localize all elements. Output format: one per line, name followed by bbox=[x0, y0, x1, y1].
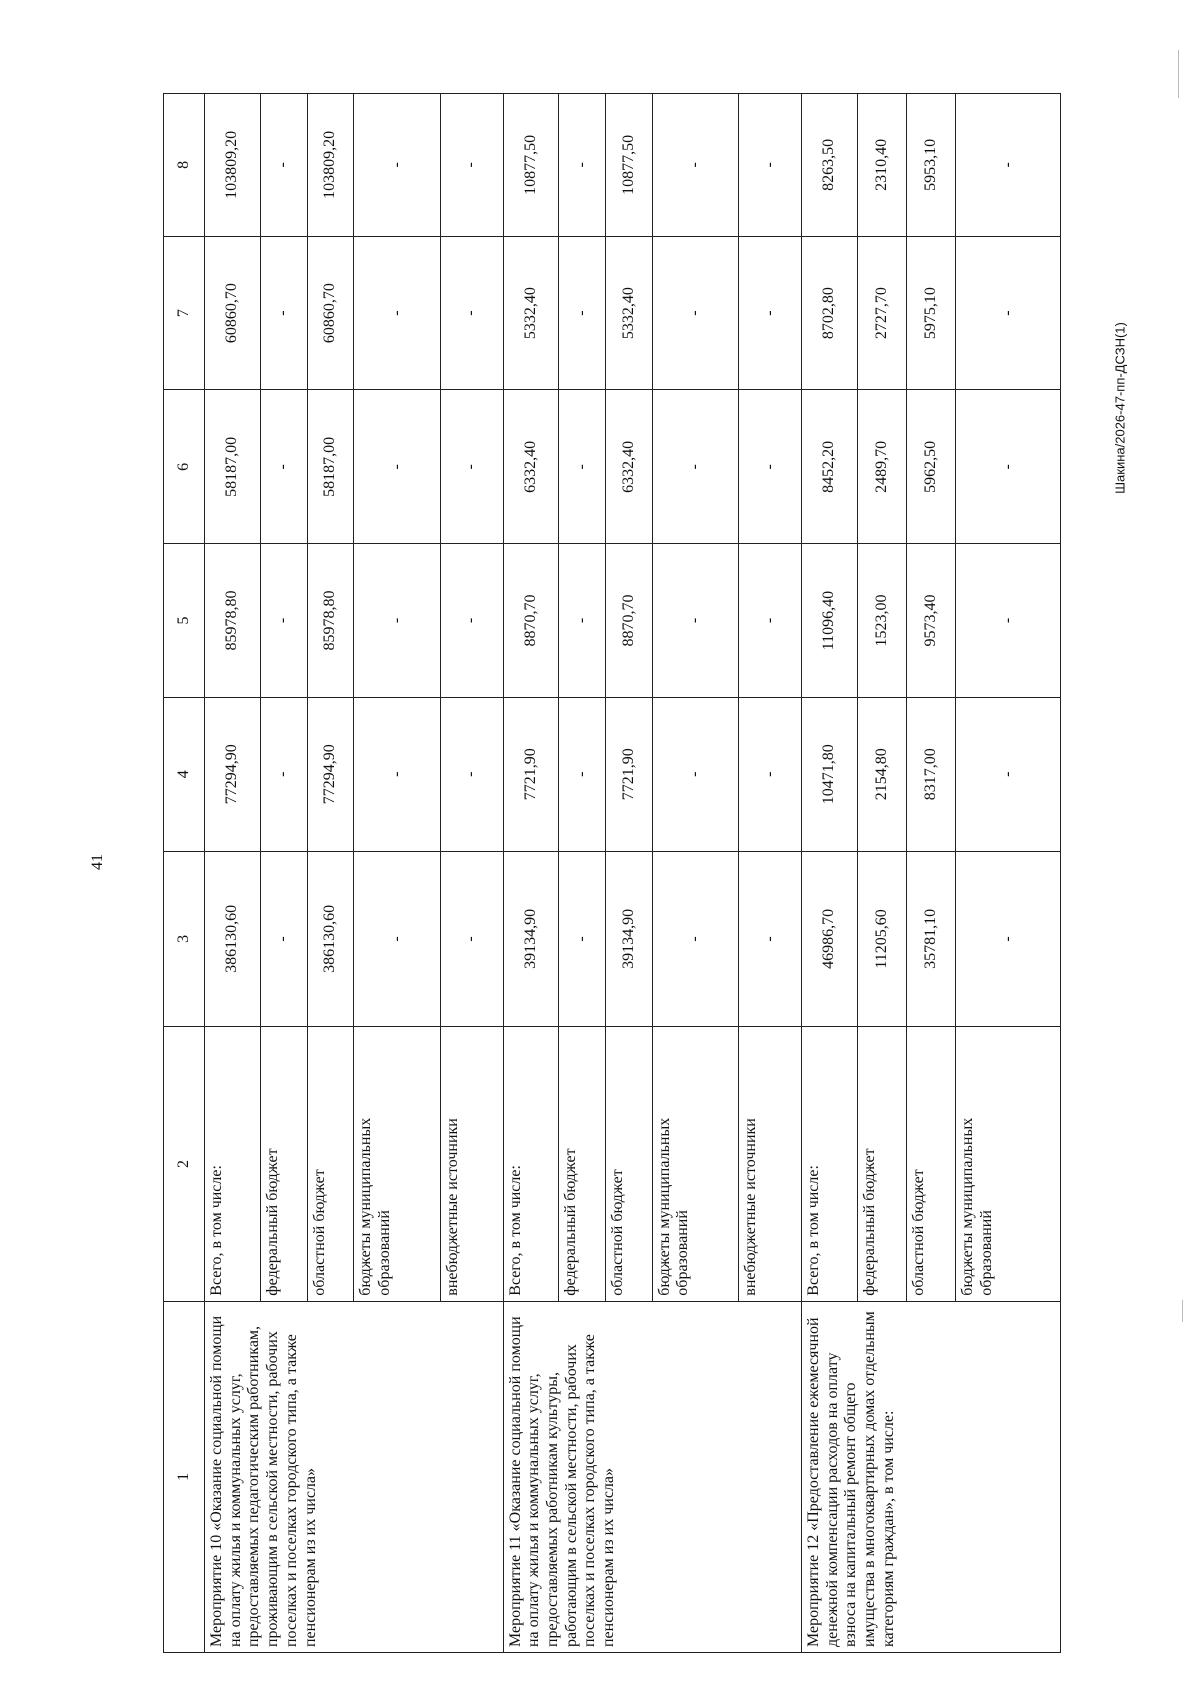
value-cell: - bbox=[354, 851, 440, 1027]
value-cell: - bbox=[260, 697, 307, 851]
value-cell: - bbox=[260, 544, 307, 698]
value-cell: - bbox=[354, 236, 440, 390]
table-row bbox=[503, 94, 559, 1653]
value-cell: 2727,70 bbox=[858, 236, 907, 390]
measure-name: Мероприятие 11 «Оказание социальной помощи на оплату жилья и коммунальных услуг, предоставляемых работникам культуры, работающим в сельской местности, рабочих поселках и поселках городского типа, а также пенсионерам из их числа» bbox=[503, 1301, 802, 1652]
value-cell: 58187,00 bbox=[205, 390, 261, 544]
value-cell: 9573,40 bbox=[906, 544, 955, 698]
value-cell: - bbox=[652, 544, 738, 698]
funding-source: областной бюджет bbox=[606, 1027, 653, 1301]
column-header: 8 bbox=[164, 94, 205, 237]
value-cell: - bbox=[955, 236, 1060, 390]
page-number: 41 bbox=[89, 854, 106, 870]
value-cell: 386130,60 bbox=[307, 851, 354, 1027]
value-cell: - bbox=[440, 94, 503, 237]
value-cell: 60860,70 bbox=[307, 236, 354, 390]
value-cell: - bbox=[739, 697, 802, 851]
value-cell: - bbox=[652, 697, 738, 851]
value-cell: 10877,50 bbox=[503, 94, 559, 237]
value-cell: 5332,40 bbox=[503, 236, 559, 390]
funding-source: федеральный бюджет bbox=[559, 1027, 606, 1301]
value-cell: 35781,10 bbox=[906, 851, 955, 1027]
value-cell: - bbox=[354, 390, 440, 544]
value-cell: 5332,40 bbox=[606, 236, 653, 390]
funding-source: федеральный бюджет bbox=[260, 1027, 307, 1301]
value-cell: - bbox=[955, 697, 1060, 851]
value-cell: 11205,60 bbox=[858, 851, 907, 1027]
value-cell: 2154,80 bbox=[858, 697, 907, 851]
value-cell: - bbox=[739, 544, 802, 698]
value-cell: 58187,00 bbox=[307, 390, 354, 544]
value-cell: 7721,90 bbox=[606, 697, 653, 851]
value-cell: 5953,10 bbox=[906, 94, 955, 237]
value-cell: 6332,40 bbox=[503, 390, 559, 544]
funding-source: бюджеты муниципальных образований bbox=[652, 1027, 738, 1301]
value-cell: - bbox=[354, 94, 440, 237]
table-header-row bbox=[164, 94, 205, 1653]
table-row bbox=[205, 94, 261, 1653]
value-cell: 2489,70 bbox=[858, 390, 907, 544]
value-cell: - bbox=[354, 697, 440, 851]
value-cell: 8870,70 bbox=[606, 544, 653, 698]
footer-code-text: Шакина/2026-47-пп-ДСЗН(1) bbox=[1112, 322, 1128, 494]
value-cell: - bbox=[652, 94, 738, 237]
value-cell: 5975,10 bbox=[906, 236, 955, 390]
value-cell: 8870,70 bbox=[503, 544, 559, 698]
value-cell: - bbox=[955, 851, 1060, 1027]
value-cell: 103809,20 bbox=[205, 94, 261, 237]
value-cell: 77294,90 bbox=[205, 697, 261, 851]
value-cell: 60860,70 bbox=[205, 236, 261, 390]
value-cell: 5962,50 bbox=[906, 390, 955, 544]
funding-source: Всего, в том числе: bbox=[802, 1027, 858, 1301]
value-cell: 8452,20 bbox=[802, 390, 858, 544]
value-cell: 10877,50 bbox=[606, 94, 653, 237]
value-cell: - bbox=[652, 851, 738, 1027]
footer-code bbox=[1110, 128, 1130, 688]
value-cell: 386130,60 bbox=[205, 851, 261, 1027]
funding-source: внебюджетные источники bbox=[739, 1027, 802, 1301]
funding-source: внебюджетные источники bbox=[440, 1027, 503, 1301]
table-row bbox=[802, 94, 858, 1653]
value-cell: - bbox=[739, 851, 802, 1027]
value-cell: 46986,70 bbox=[802, 851, 858, 1027]
value-cell: - bbox=[559, 697, 606, 851]
value-cell: - bbox=[440, 390, 503, 544]
funding-source: Всего, в том числе: bbox=[205, 1027, 261, 1301]
column-header: 3 bbox=[164, 851, 205, 1027]
value-cell: - bbox=[739, 390, 802, 544]
value-cell: - bbox=[260, 94, 307, 237]
value-cell: - bbox=[260, 851, 307, 1027]
scan-mark bbox=[1182, 1300, 1183, 1322]
value-cell: - bbox=[440, 544, 503, 698]
value-cell: 1523,00 bbox=[858, 544, 907, 698]
value-cell: 39134,90 bbox=[606, 851, 653, 1027]
measure-name: Мероприятие 10 «Оказание социальной помощи на оплату жилья и коммунальных услуг, предоставляемых педагогическим работникам, проживающим в сельской местности, рабочих поселках и поселках городского типа, а также пенсионерам из их числа» bbox=[205, 1301, 504, 1652]
column-header: 7 bbox=[164, 236, 205, 390]
value-cell: 2310,40 bbox=[858, 94, 907, 237]
value-cell: - bbox=[559, 94, 606, 237]
value-cell: - bbox=[652, 390, 738, 544]
value-cell: - bbox=[955, 544, 1060, 698]
value-cell: - bbox=[559, 236, 606, 390]
value-cell: 85978,80 bbox=[205, 544, 261, 698]
value-cell: 6332,40 bbox=[606, 390, 653, 544]
funding-source: областной бюджет bbox=[307, 1027, 354, 1301]
value-cell: - bbox=[559, 544, 606, 698]
value-cell: - bbox=[440, 697, 503, 851]
value-cell: - bbox=[739, 94, 802, 237]
value-cell: - bbox=[354, 544, 440, 698]
value-cell: 8263,50 bbox=[802, 94, 858, 237]
value-cell: - bbox=[440, 851, 503, 1027]
value-cell: - bbox=[440, 236, 503, 390]
column-header: 1 bbox=[164, 1301, 205, 1652]
value-cell: 11096,40 bbox=[802, 544, 858, 698]
value-cell: 39134,90 bbox=[503, 851, 559, 1027]
value-cell: 7721,90 bbox=[503, 697, 559, 851]
value-cell: 10471,80 bbox=[802, 697, 858, 851]
value-cell: 77294,90 bbox=[307, 697, 354, 851]
value-cell: 8317,00 bbox=[906, 697, 955, 851]
funding-source: Всего, в том числе: bbox=[503, 1027, 559, 1301]
value-cell: - bbox=[260, 236, 307, 390]
measure-name: Мероприятие 12 «Предоставление ежемесячной денежной компенсации расходов на оплату взноса на капитальный ремонт общего имущества в многоквартирных домах отдельным категориям граждан», в том числе: bbox=[802, 1301, 1061, 1652]
column-header: 4 bbox=[164, 697, 205, 851]
value-cell: - bbox=[559, 851, 606, 1027]
value-cell: - bbox=[652, 236, 738, 390]
value-cell: - bbox=[260, 390, 307, 544]
scan-mark bbox=[1178, 50, 1179, 98]
value-cell: - bbox=[955, 390, 1060, 544]
value-cell: 85978,80 bbox=[307, 544, 354, 698]
funding-source: бюджеты муниципальных образований bbox=[955, 1027, 1060, 1301]
funding-table bbox=[163, 93, 1061, 1653]
column-header: 5 bbox=[164, 544, 205, 698]
value-cell: 8702,80 bbox=[802, 236, 858, 390]
column-header: 6 bbox=[164, 390, 205, 544]
funding-source: областной бюджет bbox=[906, 1027, 955, 1301]
value-cell: - bbox=[739, 236, 802, 390]
column-header: 2 bbox=[164, 1027, 205, 1301]
value-cell: 103809,20 bbox=[307, 94, 354, 237]
value-cell: - bbox=[955, 94, 1060, 237]
funding-source: бюджеты муниципальных образований bbox=[354, 1027, 440, 1301]
value-cell: - bbox=[559, 390, 606, 544]
funding-source: федеральный бюджет bbox=[858, 1027, 907, 1301]
